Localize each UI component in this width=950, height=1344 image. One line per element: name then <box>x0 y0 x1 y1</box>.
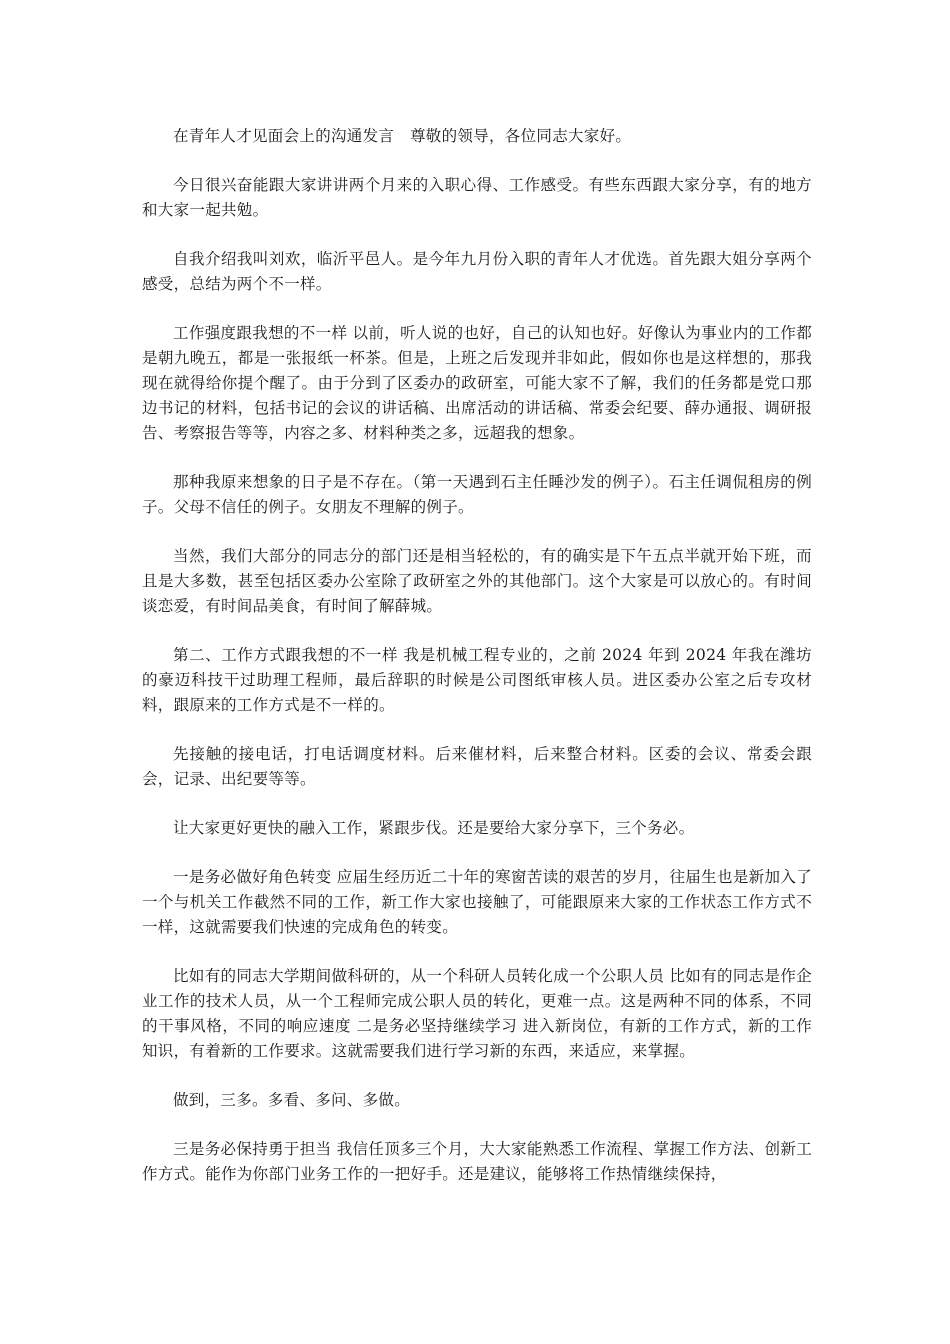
paragraph-examples: 那种我原来想象的日子是不存在。（第一天遇到石主任睡沙发的例子）。石主任调侃租房的例子。父母不信任的例子。女朋友不理解的例子。 <box>142 473 812 516</box>
paragraph-responsibility: 三是务必保持勇于担当 我信任顶多三个月，大大家能熟悉工作流程、掌握工作方法、创新工作方式。能作为你部门业务工作的一把好手。还是建议，能够将工作热情继续保持， <box>142 1140 812 1183</box>
paragraph-self-introduction: 自我介绍我叫刘欢，临沂平邑人。是今年九月份入职的青年人才优选。首先跟大姐分享两个感受，总结为两个不一样。 <box>142 250 812 293</box>
paragraph-title-greeting: 在青年人才见面会上的沟通发言 尊敬的领导，各位同志大家好。 <box>173 127 632 145</box>
paragraph-three-musts-intro: 让大家更好更快的融入工作，紧跟步伐。还是要给大家分享下，三个务必。 <box>173 819 695 837</box>
paragraph-work-method: 第二、工作方式跟我想的不一样 我是机械工程专业的，之前 2024 年到 2024 年我在潍坊的豪迈科技干过助理工程师，最后辞职的时候是公司图纸审核人员。进区委办公室之后专攻材料，跟原来的工作方式是不一样的。 <box>142 646 812 714</box>
paragraph-continue-learning: 比如有的同志大学期间做科研的，从一个科研人员转化成一个公职人员 比如有的同志是作企业工作的技术人员，从一个工程师完成公职人员的转化，更难一点。这是两种不同的体系，不同的干事风格，不同的响应速度 二是务必坚持继续学习 进入新岗位，有新的工作方式，新的工作知识，有着新的工作要求。这就需要我们进行学习新的东西，来适应，来掌握。 <box>142 967 812 1060</box>
document-body <box>142 124 812 1211</box>
paragraph-three-mores: 做到，三多。多看、多问、多做。 <box>173 1091 411 1109</box>
paragraph-intro: 今日很兴奋能跟大家讲讲两个月来的入职心得、工作感受。有些东西跟大家分享，有的地方和大家一起共勉。 <box>142 176 812 219</box>
paragraph-work-intensity: 工作强度跟我想的不一样 以前，听人说的也好，自己的认知也好。好像认为事业内的工作都是朝九晚五，都是一张报纸一杯茶。但是，上班之后发现并非如此，假如你也是这样想的，那我现在就得给你提个醒了。由于分到了区委办的政研室，可能大家不了解，我们的任务都是党口那边书记的材料，包括书记的会议的讲话稿、出席活动的讲话稿、常委会纪要、薛办通报、调研报告、考察报告等等，内容之多、材料种类之多，远超我的想象。 <box>142 324 812 442</box>
paragraph-role-change: 一是务必做好角色转变 应届生经历近二十年的寒窗苦读的艰苦的岁月，往届生也是新加入了一个与机关工作截然不同的工作，新工作大家也接触了，可能跟原来大家的工作状态工作方式不一样，这就需要我们快速的完成角色的转变。 <box>142 868 812 936</box>
paragraph-other-departments: 当然，我们大部分的同志分的部门还是相当轻松的，有的确实是下午五点半就开始下班，而且是大多数，甚至包括区委办公室除了政研室之外的其他部门。这个大家是可以放心的。有时间谈恋爱，有时间品美食，有时间了解薛城。 <box>142 547 812 615</box>
paragraph-first-tasks: 先接触的接电话，打电话调度材料。后来催材料，后来整合材料。区委的会议、常委会跟会，记录、出纪要等等。 <box>142 745 812 788</box>
